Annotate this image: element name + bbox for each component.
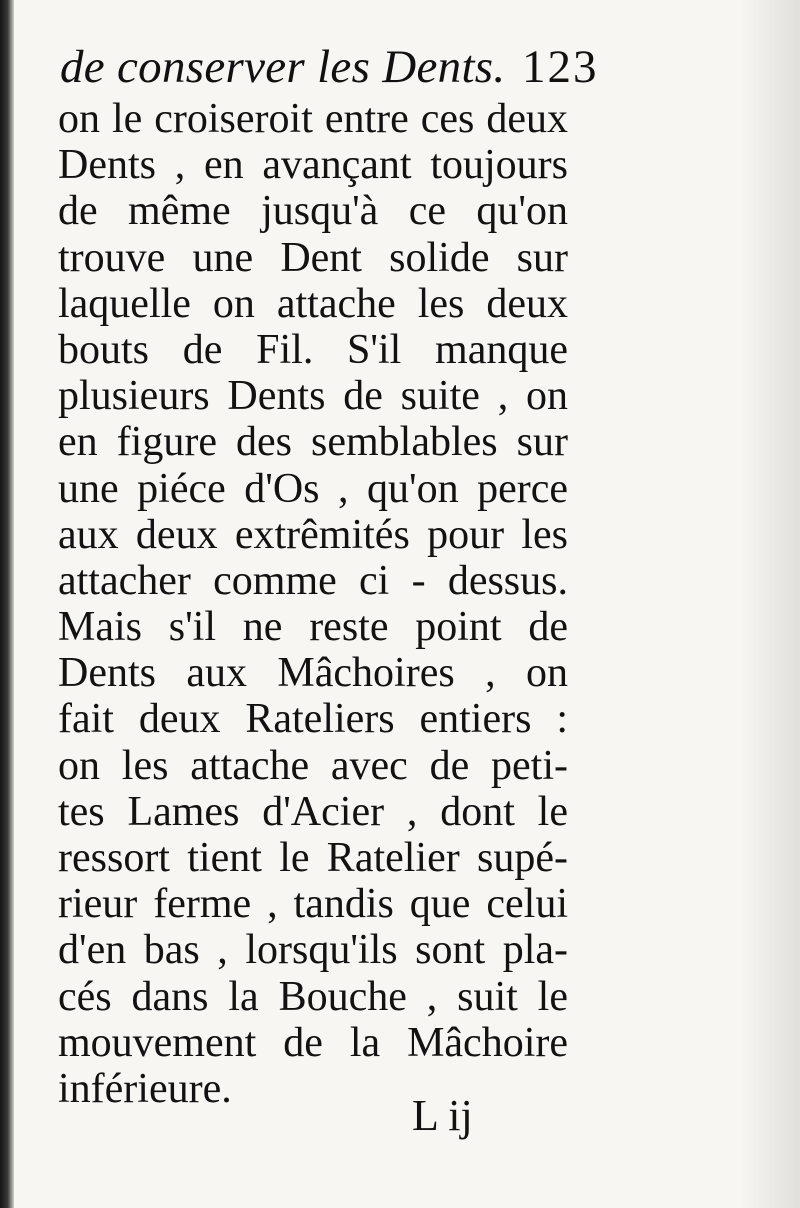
text-line: trouve une Dent solide sur [58, 234, 568, 281]
text-line: Dents , en avançant toujours [58, 142, 568, 189]
text-line: laquelle on attache les deux [58, 280, 568, 327]
binding-gutter [0, 0, 14, 1208]
body-text [58, 96, 568, 1112]
text-line: Dents aux Mâchoires , on [58, 650, 568, 697]
text-line: une piéce d'Os , qu'on perce [58, 465, 568, 512]
text-line: aux deux extrêmités pour les [58, 511, 568, 558]
text-line: on le croiseroit entre ces deux [58, 96, 568, 142]
page-edge-shadow [740, 0, 800, 1208]
text-line: plusieurs Dents de suite , on [58, 373, 568, 420]
text-line: ressort tient le Ratelier supé- [58, 835, 568, 881]
text-line: on les attache avec de peti- [58, 742, 568, 789]
text-line: bouts de Fil. S'il manque [58, 326, 568, 373]
text-line: rieur ferme , tandis que celui [58, 881, 568, 928]
text-line: de même jusqu'à ce qu'on [58, 188, 568, 235]
text-line: Mais s'il ne reste point de [58, 604, 568, 651]
text-line: attacher comme ci - dessus. [58, 557, 568, 604]
running-title: de conserver les Dents. [60, 41, 506, 93]
text-line-final: inférieure. [58, 1065, 232, 1112]
signature-mark: L ij [412, 1091, 473, 1140]
page-header [60, 36, 599, 98]
text-line: fait deux Rateliers entiers : [58, 696, 568, 743]
text-line: mouvement de la Mâchoire [58, 1019, 568, 1066]
text-line: en figure des semblables sur [58, 419, 568, 466]
page-number: 123 [522, 41, 599, 93]
text-line: d'en bas , lorsqu'ils sont pla- [58, 927, 568, 974]
text-line: cés dans la Bouche , suit le [58, 973, 568, 1020]
text-line: tes Lames d'Acier , dont le [58, 788, 568, 835]
